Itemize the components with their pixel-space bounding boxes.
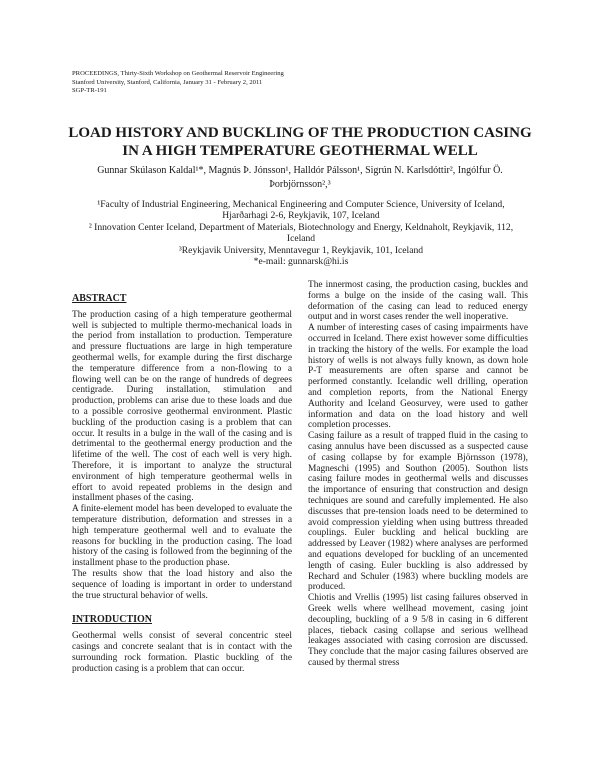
affiliation-3: ³Reykjavik University, Menntavegur 1, Reykjavik, 101, Iceland xyxy=(178,244,424,256)
introduction-paragraph: Geothermal wells consist of several concentric steel casings and concrete sealant that is in contact with the surrounding rock formation. Plastic buckling of the production casing is a problem that can occur. xyxy=(72,631,292,674)
body-paragraph: Chiotis and Vrellis (1995) list casing failures observed in Greek wells where wellhead movement, casing joint decoupling, buckling of a 9 5/8 in casing in 6 different places, tieback casing collapse and serious wellhead leakages associated with casing corrosion are discussed. They conclude that the major casing failures observed are caused by thermal stress xyxy=(308,593,528,668)
header-line-1: PROCEEDINGS, Thirty-Sixth Workshop on Geothermal Reservoir Engineering xyxy=(72,70,284,77)
introduction-heading: INTRODUCTION xyxy=(72,614,153,626)
affiliation-1: ¹Faculty of Industrial Engineering, Mechanical Engineering and Computer Science, University of Iceland, Hjarðarhagi 2-6, Reykjavik, 107, Iceland xyxy=(97,199,505,222)
paper-title: LOAD HISTORY AND BUCKLING OF THE PRODUCTION CASING IN A HIGH TEMPERATURE GEOTHERMAL WELL xyxy=(68,125,532,159)
body-paragraph: A number of interesting cases of casing impairments have occurred in Iceland. There exist however some difficulties in tracking the history of the wells. For example the load history of wells is not always fully known, as down hole P-T measurements are often sparse and cannot be performed constantly. Icelandic well drilling, operation and completion reports, from the National Energy Authority and Iceland Geosurvey, were used to gather information and data on the load history and well completion processes. xyxy=(308,323,528,431)
affiliation-2: ² Innovation Center Iceland, Department of Materials, Biotechnology and Energy, Keldnaholt, Reykjavik, 112, Iceland xyxy=(88,221,514,245)
abstract-heading: ABSTRACT xyxy=(72,293,127,304)
right-column xyxy=(308,280,528,669)
proceedings-header xyxy=(72,70,284,96)
body-paragraph: Casing failure as a result of trapped fluid in the casing to casing annulus have been discussed as a suspected cause of casing collapse by for example Björnsson (1978), Magneschi (1995) and Southon (2005). Southon lists casing failure modes in geothermal wells and discusses the importance of ensuring that construction and design techniques are sound and carefully implemented. He also discusses that pre-tension loads need to be determined to avoid compression yielding when using buttress threaded couplings. Euler buckling and helical buckling are addressed by Leaver (1982) where analyses are performed and equations developed for buckling of an uncemented length of casing. Euler buckling is also addressed by Rechard and Schuler (1983) where buckling models are produced. xyxy=(308,431,528,593)
body-paragraph: The innermost casing, the production casing, buckles and forms a bulge on the inside of the casing wall. This deformation of the casing can lead to reduced energy output and in worst cases render the well inoperative. xyxy=(308,280,528,323)
affiliations xyxy=(78,199,524,267)
abstract-paragraph: A finite-element model has been developed to evaluate the temperature distribution, deformation and stresses in a high temperature geothermal well and to evaluate the reasons for buckling in the production casing. The load history of the casing is followed from the beginning of the installment phase to the production phase. xyxy=(72,504,292,569)
header-line-3: SGP-TR-191 xyxy=(72,87,107,95)
abstract-paragraph: The results show that the load history and also the sequence of loading is important in order to understand the true structural behavior of wells. xyxy=(72,568,292,601)
abstract-paragraph: The production casing of a high temperature geothermal well is subjected to multiple thermo-mechanical loads in the period from installation to production. Temperature and pressure fluctuations are large in high temperature geothermal wells, for example during the first discharge the temperature difference from a non-flowing to a flowing well can be on the range of hundreds of degrees centigrade. During installation, stimulation and production, problems can arise due to these loads and due to a possible corrosive geothermal environment. Plastic buckling of the production casing is a problem that can occur. It results in a bulge in the wall of the casing and is detrimental to the geothermal energy production and the lifetime of the well. The cost of each well is very high. Therefore, it is important to analyze the structural environment of high temperature geothermal wells in effort to avoid repeated problems in the design and installment phases of the casing. xyxy=(72,309,292,504)
left-column xyxy=(72,294,292,674)
header-line-2: Stanford University, Stanford, California, January 31 - February 2, 2011 xyxy=(72,78,263,86)
author-email: *e-mail: gunnarsk@hi.is xyxy=(253,256,349,268)
author-list: Gunnar Skúlason Kaldal¹*, Magnús Þ. Jónsson¹, Halldór Pálsson¹, Sigrún N. Karlsdóttir², Ingólfur Ö. Þorbjörnsson²,³ xyxy=(97,165,503,190)
